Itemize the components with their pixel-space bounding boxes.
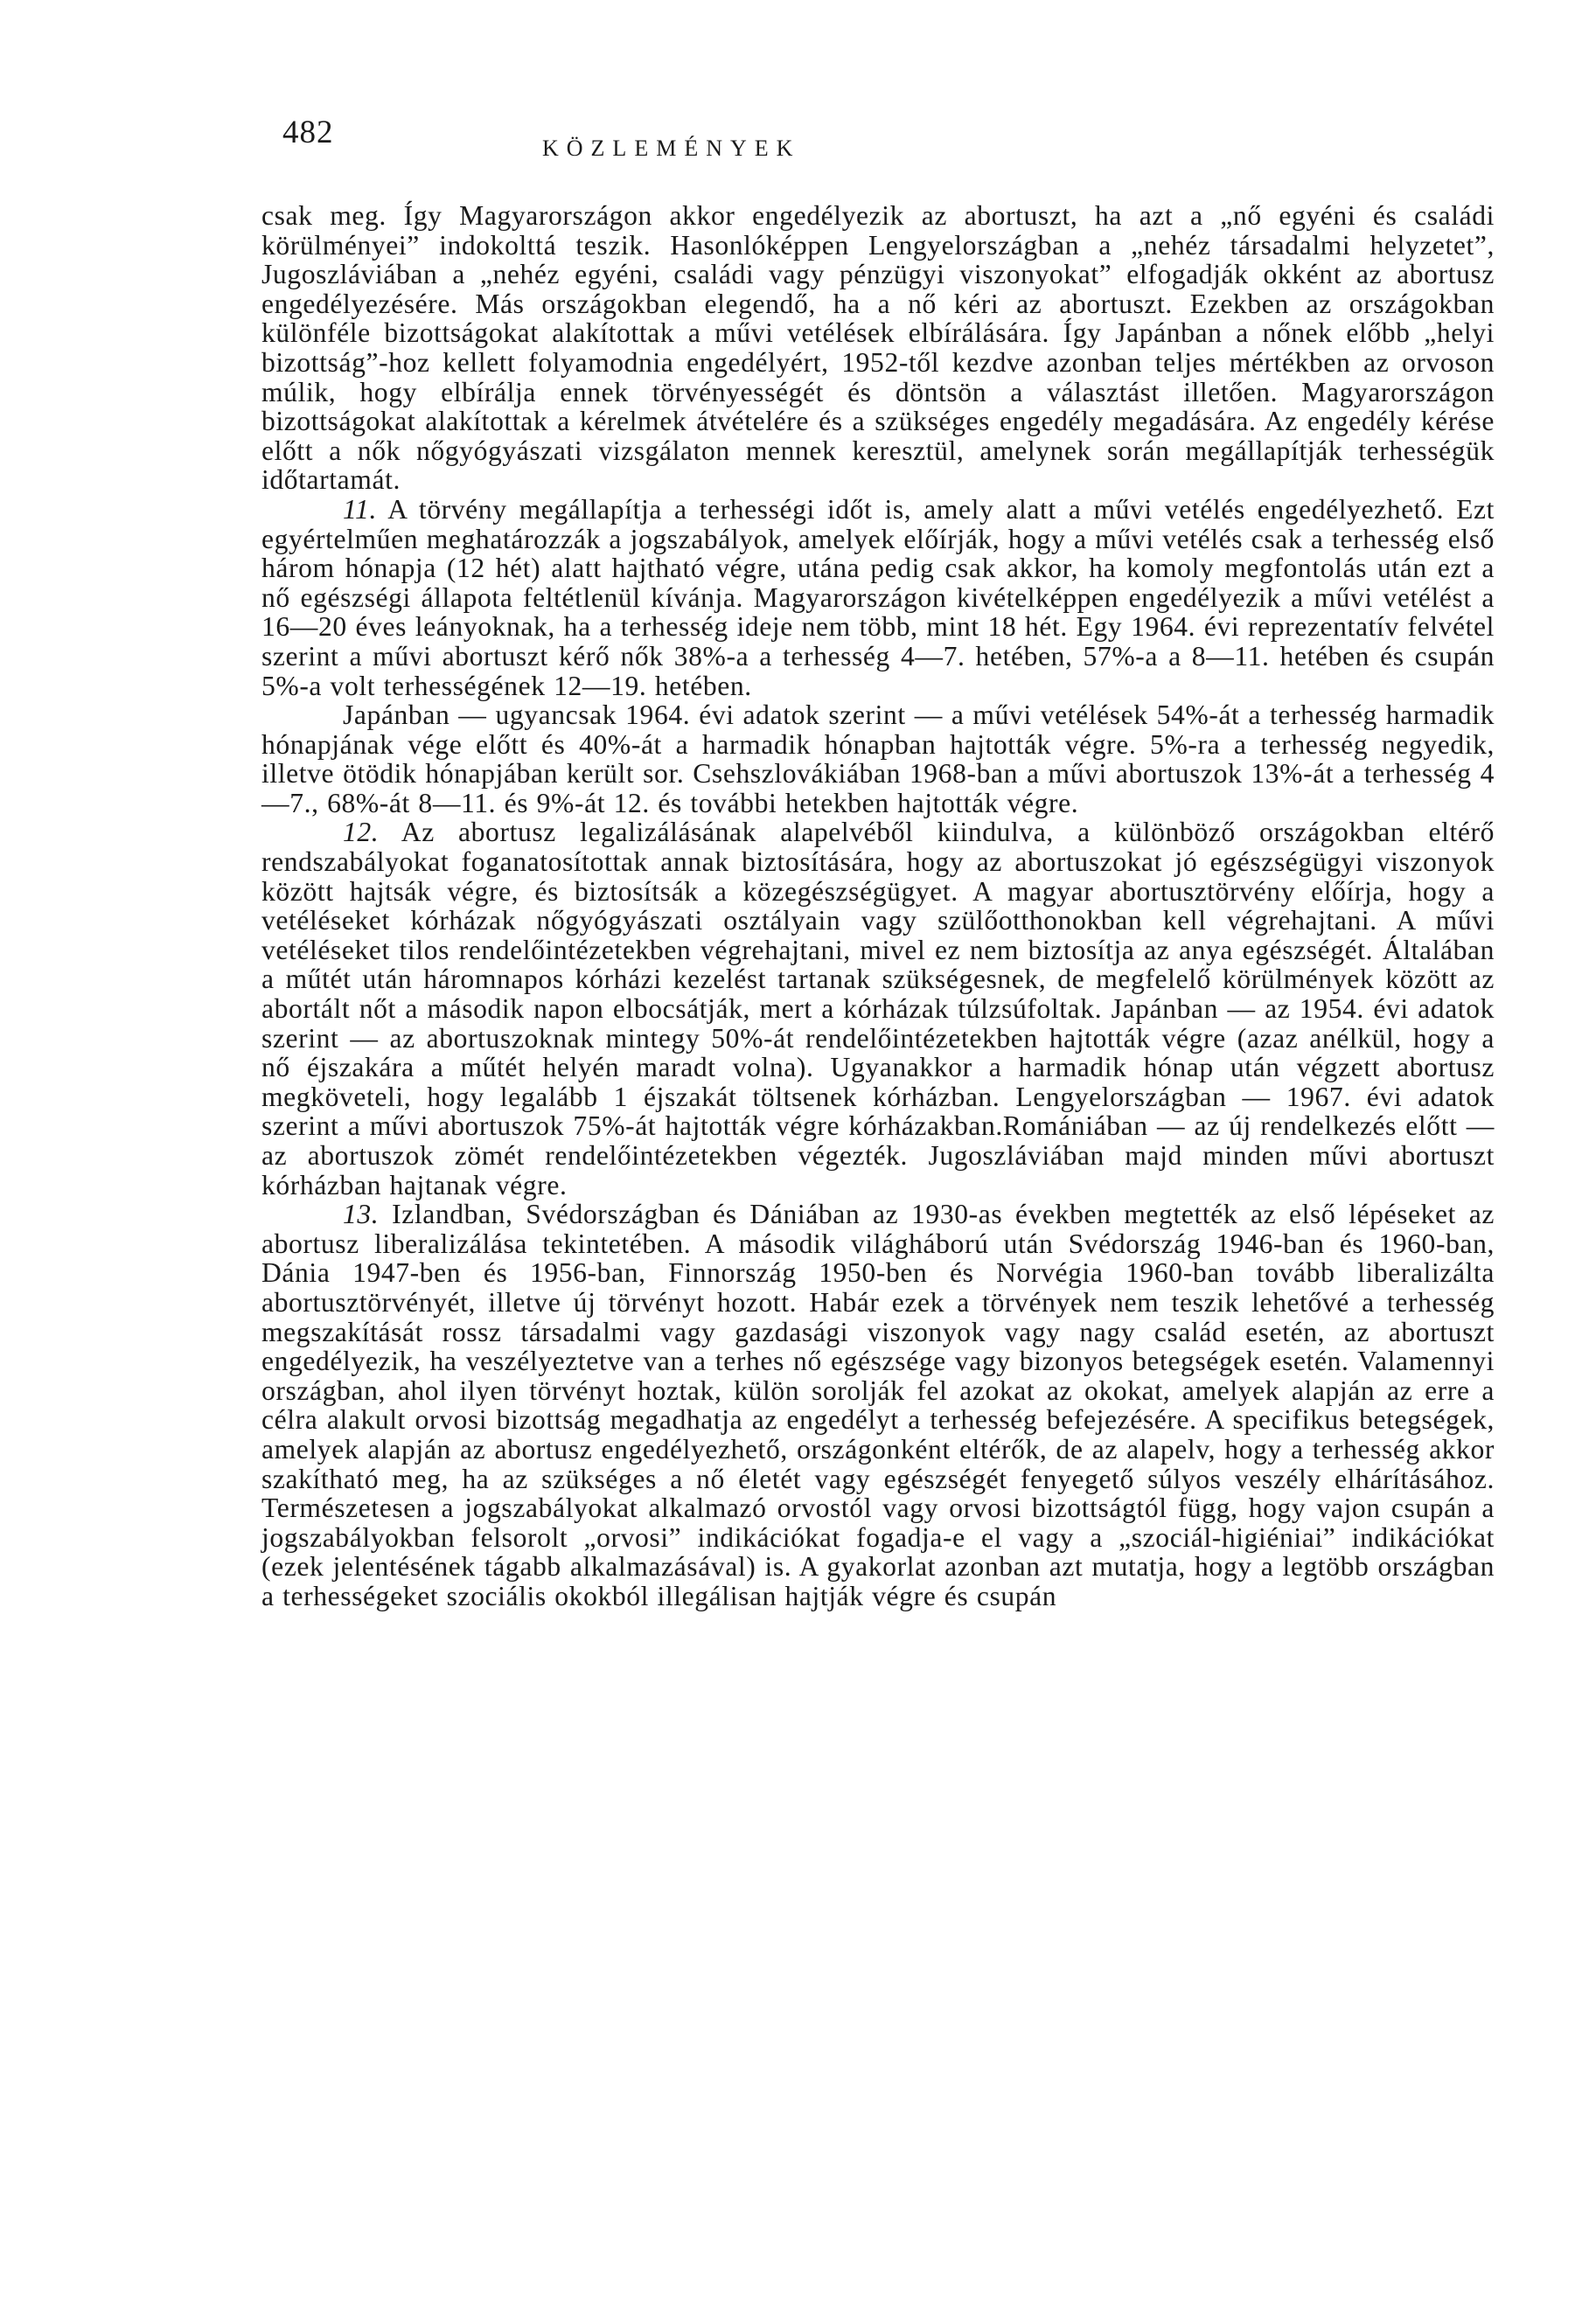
paragraph-text: csak meg. Így Magyarországon akkor engedélyezik az abortuszt, ha azt a „nő egyéni és családi körülményei” indokolttá teszik. Hasonlóképpen Lengyelországban a „nehéz társadalmi helyzetet”, Jugoszláviában a „nehéz egyéni, családi vagy pénzügyi viszonyokat” elfogadják okként az abortusz engedélyezésére. Más országokban elegendő, ha a nő kéri az abortuszt. Ezekben az országokban különféle bizottságokat alakítottak a művi vetélések elbírálására. Így Japánban a nőnek előbb „helyi bizottság”-hoz kellett folyamodnia engedélyért, 1952-től kezdve azonban teljes mértékben az orvoson múlik, hogy elbírálja ennek törvényességét és döntsön a választást illetően. Magyarországon bizottságokat alakítottak a kérelmek átvételére és a szükséges engedély megadására. Az engedély kérése előtt a nők nőgyógyászati vizsgálaton mennek keresztül, amelynek során megállapítják terhességük időtartamát. bbox=[261, 200, 1495, 496]
running-head: KÖZLEMÉNYEK bbox=[542, 136, 801, 161]
paragraph-section-11 bbox=[261, 495, 1495, 700]
section-number: 11. bbox=[343, 493, 377, 525]
paragraph-section-13 bbox=[261, 1200, 1495, 1611]
section-number: 13. bbox=[343, 1199, 380, 1230]
paragraph-text: A törvény megállapítja a terhességi időt is, amely alatt a művi vetélés engedélyezhető. Ezt egyértelműen meghatározzák a jogszabályok, amelyek előírják, hogy a művi vetélés csak a terhesség első három hónapja (12 hét) alatt hajtható végre, utána pedig csak akkor, ha komoly megfontolás után ezt a nő egészségi állapota feltétlenül kívánja. Magyarországon kivételképpen engedélyezik a művi vetélést a 16—20 éves leányoknak, ha a terhesség ideje nem több, mint 18 hét. Egy 1964. évi reprezentatív felvétel szerint a művi abortuszt kérő nők 38%-a a terhesség 4—7. hetében, 57%-a a 8—11. hetében és csupán 5%-a volt terhességének 12—19. hetében. bbox=[261, 493, 1495, 701]
paragraph-1 bbox=[261, 201, 1495, 495]
section-number: 12. bbox=[343, 817, 380, 848]
page-number: 482 bbox=[282, 115, 334, 150]
body-text bbox=[261, 201, 1495, 1611]
paragraph-japan bbox=[261, 700, 1495, 818]
paragraph-text: Japánban — ugyancsak 1964. évi adatok szerint — a művi vetélések 54%-át a terhesség harmadik hónapjának vége előtt és 40%-át a harmadik hónapban hajtották végre. 5%-ra a terhesség negyedik, illetve ötödik hónapjában került sor. Csehszlovákiában 1968-ban a művi abortuszok 13%-át a terhesség 4—7., 68%-át 8—11. és 9%-át 12. és további hetekben hajtották végre. bbox=[261, 699, 1495, 818]
paragraph-text: Az abortusz legalizálásának alapelvéből kiindulva, a különböző országokban eltérő rendszabályokat foganatosítottak annak biztosítására, hogy az abortuszokat jó egészségügyi viszonyok között hajtsák végre, és biztosítsák a közegészségügyet. A magyar abortusztörvény előírja, hogy a vetéléseket kórházak nőgyógyászati osztályain vagy szülőotthonokban kell végrehajtani. A művi vetéléseket tilos rendelőintézetekben végrehajtani, mivel ez nem biztosítja az anya egészségét. Általában a műtét után háromnapos kórházi kezelést tartanak szükségesnek, de megfelelő körülmények között az abortált nőt a második napon elbocsátják, mert a kórházak túlzsúfoltak. Japánban — az 1954. évi adatok szerint — az abortuszoknak mintegy 50%-át rendelőintézetekben hajtották végre (azaz anélkül, hogy a nő éjszakára a műtét helyén maradt volna). Ugyanakkor a harmadik hónap után végzett abortusz megköveteli, hogy legalább 1 éjszakát töltsenek kórházban. Lengyelországban — 1967. évi adatok szerint a művi abortuszok 75%-át hajtották végre kórházakban.Romániában — az új rendelkezés előtt — az abortuszok zömét rendelőintézetekben végezték. Jugoszláviában majd minden művi abortuszt kórházban hajtanak végre. bbox=[261, 817, 1495, 1200]
paragraph-section-12 bbox=[261, 818, 1495, 1200]
paragraph-text: Izlandban, Svédországban és Dániában az 1930-as években megtették az első lépéseket az abortusz liberalizálása tekintetében. A második világháború után Svédország 1946-ban és 1960-ban, Dánia 1947-ben és 1956-ban, Finnország 1950-ben és Norvégia 1960-ban tovább liberalizálta abortusztörvényét, illetve új törvényt hozott. Habár ezek a törvények nem teszik lehetővé a terhesség megszakítását rossz társadalmi vagy gazdasági viszonyok vagy nagy család esetén, az abortuszt engedélyezik, ha veszélyeztetve van a terhes nő egészsége vagy bizonyos betegségek esetén. Valamennyi országban, ahol ilyen törvényt hoztak, külön sorolják fel azokat az okokat, amelyek alapján az erre a célra alakult orvosi bizottság megadhatja az engedélyt a terhesség befejezésére. A specifikus betegségek, amelyek alapján az abortusz engedélyezhető, országonként eltérők, de az alapelv, hogy a terhesség akkor szakítható meg, ha az szükséges a nő életét vagy egészségét fenyegető súlyos veszély elhárításához. Természetesen a jogszabályokat alkalmazó orvostól vagy orvosi bizottságtól függ, hogy vajon csupán a jogszabályokban felsorolt „orvosi” indikációkat fogadja-e el vagy a „szociál-higiéniai” indikációkat (ezek jelentésének tágabb alkalmazásával) is. A gyakorlat azonban azt mutatja, hogy a legtöbb országban a terhességeket szociális okokból illegálisan hajtják végre és csupán bbox=[261, 1199, 1495, 1611]
